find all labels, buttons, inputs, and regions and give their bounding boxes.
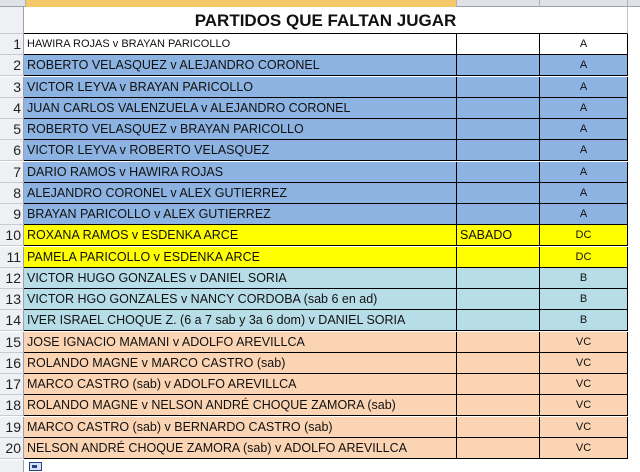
day-cell[interactable] (457, 55, 540, 76)
row-number[interactable]: 6 (0, 140, 24, 161)
group-cell[interactable]: VC (540, 332, 628, 353)
row-number[interactable]: 19 (0, 417, 24, 438)
match-cell[interactable]: VICTOR LEYVA v ROBERTO VELASQUEZ (24, 140, 457, 161)
day-cell[interactable]: SABADO (457, 225, 540, 246)
table-row (0, 438, 640, 459)
match-cell[interactable]: VICTOR HGO GONZALES v NANCY CORDOBA (sab 6 en ad) (24, 289, 457, 310)
match-cell[interactable]: ROBERTO VELASQUEZ v ALEJANDRO CORONEL (24, 55, 457, 76)
table-row (0, 55, 640, 76)
table-row (0, 310, 640, 331)
paste-options-icon[interactable] (29, 462, 42, 471)
match-cell[interactable]: IVER ISRAEL CHOQUE Z. (6 a 7 sab y 3a 6 dom) v DANIEL SORIA (24, 310, 457, 331)
match-cell[interactable]: BRAYAN PARICOLLO v ALEX GUTIERREZ (24, 204, 457, 225)
day-cell[interactable] (457, 353, 540, 374)
group-cell[interactable]: A (540, 34, 628, 55)
match-cell[interactable]: MARCO CASTRO (sab) v BERNARDO CASTRO (sab) (24, 417, 457, 438)
table-row (0, 204, 640, 225)
match-cell[interactable]: VICTOR HUGO GONZALES v DANIEL SORIA (24, 268, 457, 289)
match-cell[interactable]: HAWIRA ROJAS v BRAYAN PARICOLLO (24, 34, 457, 55)
row-number[interactable]: 5 (0, 119, 24, 140)
column-header-bar[interactable] (0, 0, 640, 7)
row-number[interactable]: 1 (0, 34, 24, 55)
group-cell[interactable]: A (540, 55, 628, 76)
group-cell[interactable]: A (540, 140, 628, 161)
table-row (0, 268, 640, 289)
day-cell[interactable] (457, 77, 540, 98)
row-number[interactable]: 8 (0, 183, 24, 204)
table-row (0, 247, 640, 268)
table-row (0, 77, 640, 98)
table-row (0, 374, 640, 395)
group-cell[interactable]: VC (540, 353, 628, 374)
match-cell[interactable]: PAMELA PARICOLLO v ESDENKA ARCE (24, 247, 457, 268)
group-cell[interactable]: VC (540, 395, 628, 416)
row-header-21[interactable] (0, 460, 24, 472)
day-cell[interactable] (457, 247, 540, 268)
table-row (0, 183, 640, 204)
match-cell[interactable]: ROXANA RAMOS v ESDENKA ARCE (24, 225, 457, 246)
table-row (0, 140, 640, 161)
table-row (0, 395, 640, 416)
column-header-selected[interactable] (25, 0, 457, 7)
day-cell[interactable] (457, 204, 540, 225)
row-number[interactable]: 7 (0, 162, 24, 183)
group-cell[interactable]: B (540, 310, 628, 331)
row-number[interactable]: 17 (0, 374, 24, 395)
row-number[interactable]: 2 (0, 55, 24, 76)
table-row (0, 34, 640, 55)
table-row (0, 225, 640, 246)
table-row (0, 289, 640, 310)
row-number[interactable]: 13 (0, 289, 24, 310)
group-cell[interactable]: A (540, 77, 628, 98)
day-cell[interactable] (457, 98, 540, 119)
row-number[interactable]: 15 (0, 332, 24, 353)
row-number[interactable]: 12 (0, 268, 24, 289)
match-cell[interactable]: ROLANDO MAGNE v MARCO CASTRO (sab) (24, 353, 457, 374)
match-cell[interactable]: NELSON ANDRÉ CHOQUE ZAMORA (sab) v ADOLFO AREVILLCA (24, 438, 457, 459)
bottom-row (0, 460, 640, 472)
row-number[interactable]: 10 (0, 225, 24, 246)
match-cell[interactable]: ALEJANDRO CORONEL v ALEX GUTIERREZ (24, 183, 457, 204)
group-cell[interactable]: A (540, 183, 628, 204)
group-cell[interactable]: B (540, 268, 628, 289)
group-cell[interactable]: A (540, 119, 628, 140)
row-number[interactable]: 18 (0, 395, 24, 416)
title-row (0, 7, 640, 34)
group-cell[interactable]: VC (540, 438, 628, 459)
group-cell[interactable]: VC (540, 374, 628, 395)
match-cell[interactable]: ROLANDO MAGNE v NELSON ANDRÉ CHOQUE ZAMORA (sab) (24, 395, 457, 416)
day-cell[interactable] (457, 310, 540, 331)
match-cell[interactable]: VICTOR LEYVA v BRAYAN PARICOLLO (24, 77, 457, 98)
day-cell[interactable] (457, 119, 540, 140)
match-cell[interactable]: JOSE IGNACIO MAMANI v ADOLFO AREVILLCA (24, 332, 457, 353)
day-cell[interactable] (457, 395, 540, 416)
group-cell[interactable]: A (540, 98, 628, 119)
table-row (0, 417, 640, 438)
match-cell[interactable]: MARCO CASTRO (sab) v ADOLFO AREVILLCA (24, 374, 457, 395)
table-row (0, 98, 640, 119)
table-row (0, 162, 640, 183)
day-cell[interactable] (457, 140, 540, 161)
day-cell[interactable] (457, 289, 540, 310)
table-row (0, 353, 640, 374)
day-cell[interactable] (457, 417, 540, 438)
group-cell[interactable]: A (540, 204, 628, 225)
table-row (0, 119, 640, 140)
row-number[interactable]: 20 (0, 438, 24, 459)
row-header-title[interactable] (0, 7, 24, 34)
day-cell[interactable] (457, 438, 540, 459)
day-cell[interactable] (457, 332, 540, 353)
table-row (0, 332, 640, 353)
row-number[interactable]: 4 (0, 98, 24, 119)
row-number[interactable]: 11 (0, 247, 24, 268)
day-cell[interactable] (457, 162, 540, 183)
match-cell[interactable]: JUAN CARLOS VALENZUELA v ALEJANDRO CORONEL (24, 98, 457, 119)
row-number[interactable]: 14 (0, 310, 24, 331)
row-number[interactable]: 3 (0, 77, 24, 98)
day-cell[interactable] (457, 268, 540, 289)
match-cell[interactable]: DARIO RAMOS v HAWIRA ROJAS (24, 162, 457, 183)
column-header-day[interactable] (457, 0, 540, 7)
day-cell[interactable] (457, 183, 540, 204)
sheet-title[interactable]: PARTIDOS QUE FALTAN JUGAR (24, 7, 628, 34)
group-cell[interactable]: A (540, 162, 628, 183)
row-number[interactable]: 9 (0, 204, 24, 225)
group-cell[interactable]: DC (540, 247, 628, 268)
column-header-group[interactable] (540, 0, 628, 7)
group-cell[interactable]: B (540, 289, 628, 310)
day-cell[interactable] (457, 34, 540, 55)
match-cell[interactable]: ROBERTO VELASQUEZ v BRAYAN PARICOLLO (24, 119, 457, 140)
day-cell[interactable] (457, 374, 540, 395)
group-cell[interactable]: VC (540, 417, 628, 438)
row-number[interactable]: 16 (0, 353, 24, 374)
group-cell[interactable]: DC (540, 225, 628, 246)
